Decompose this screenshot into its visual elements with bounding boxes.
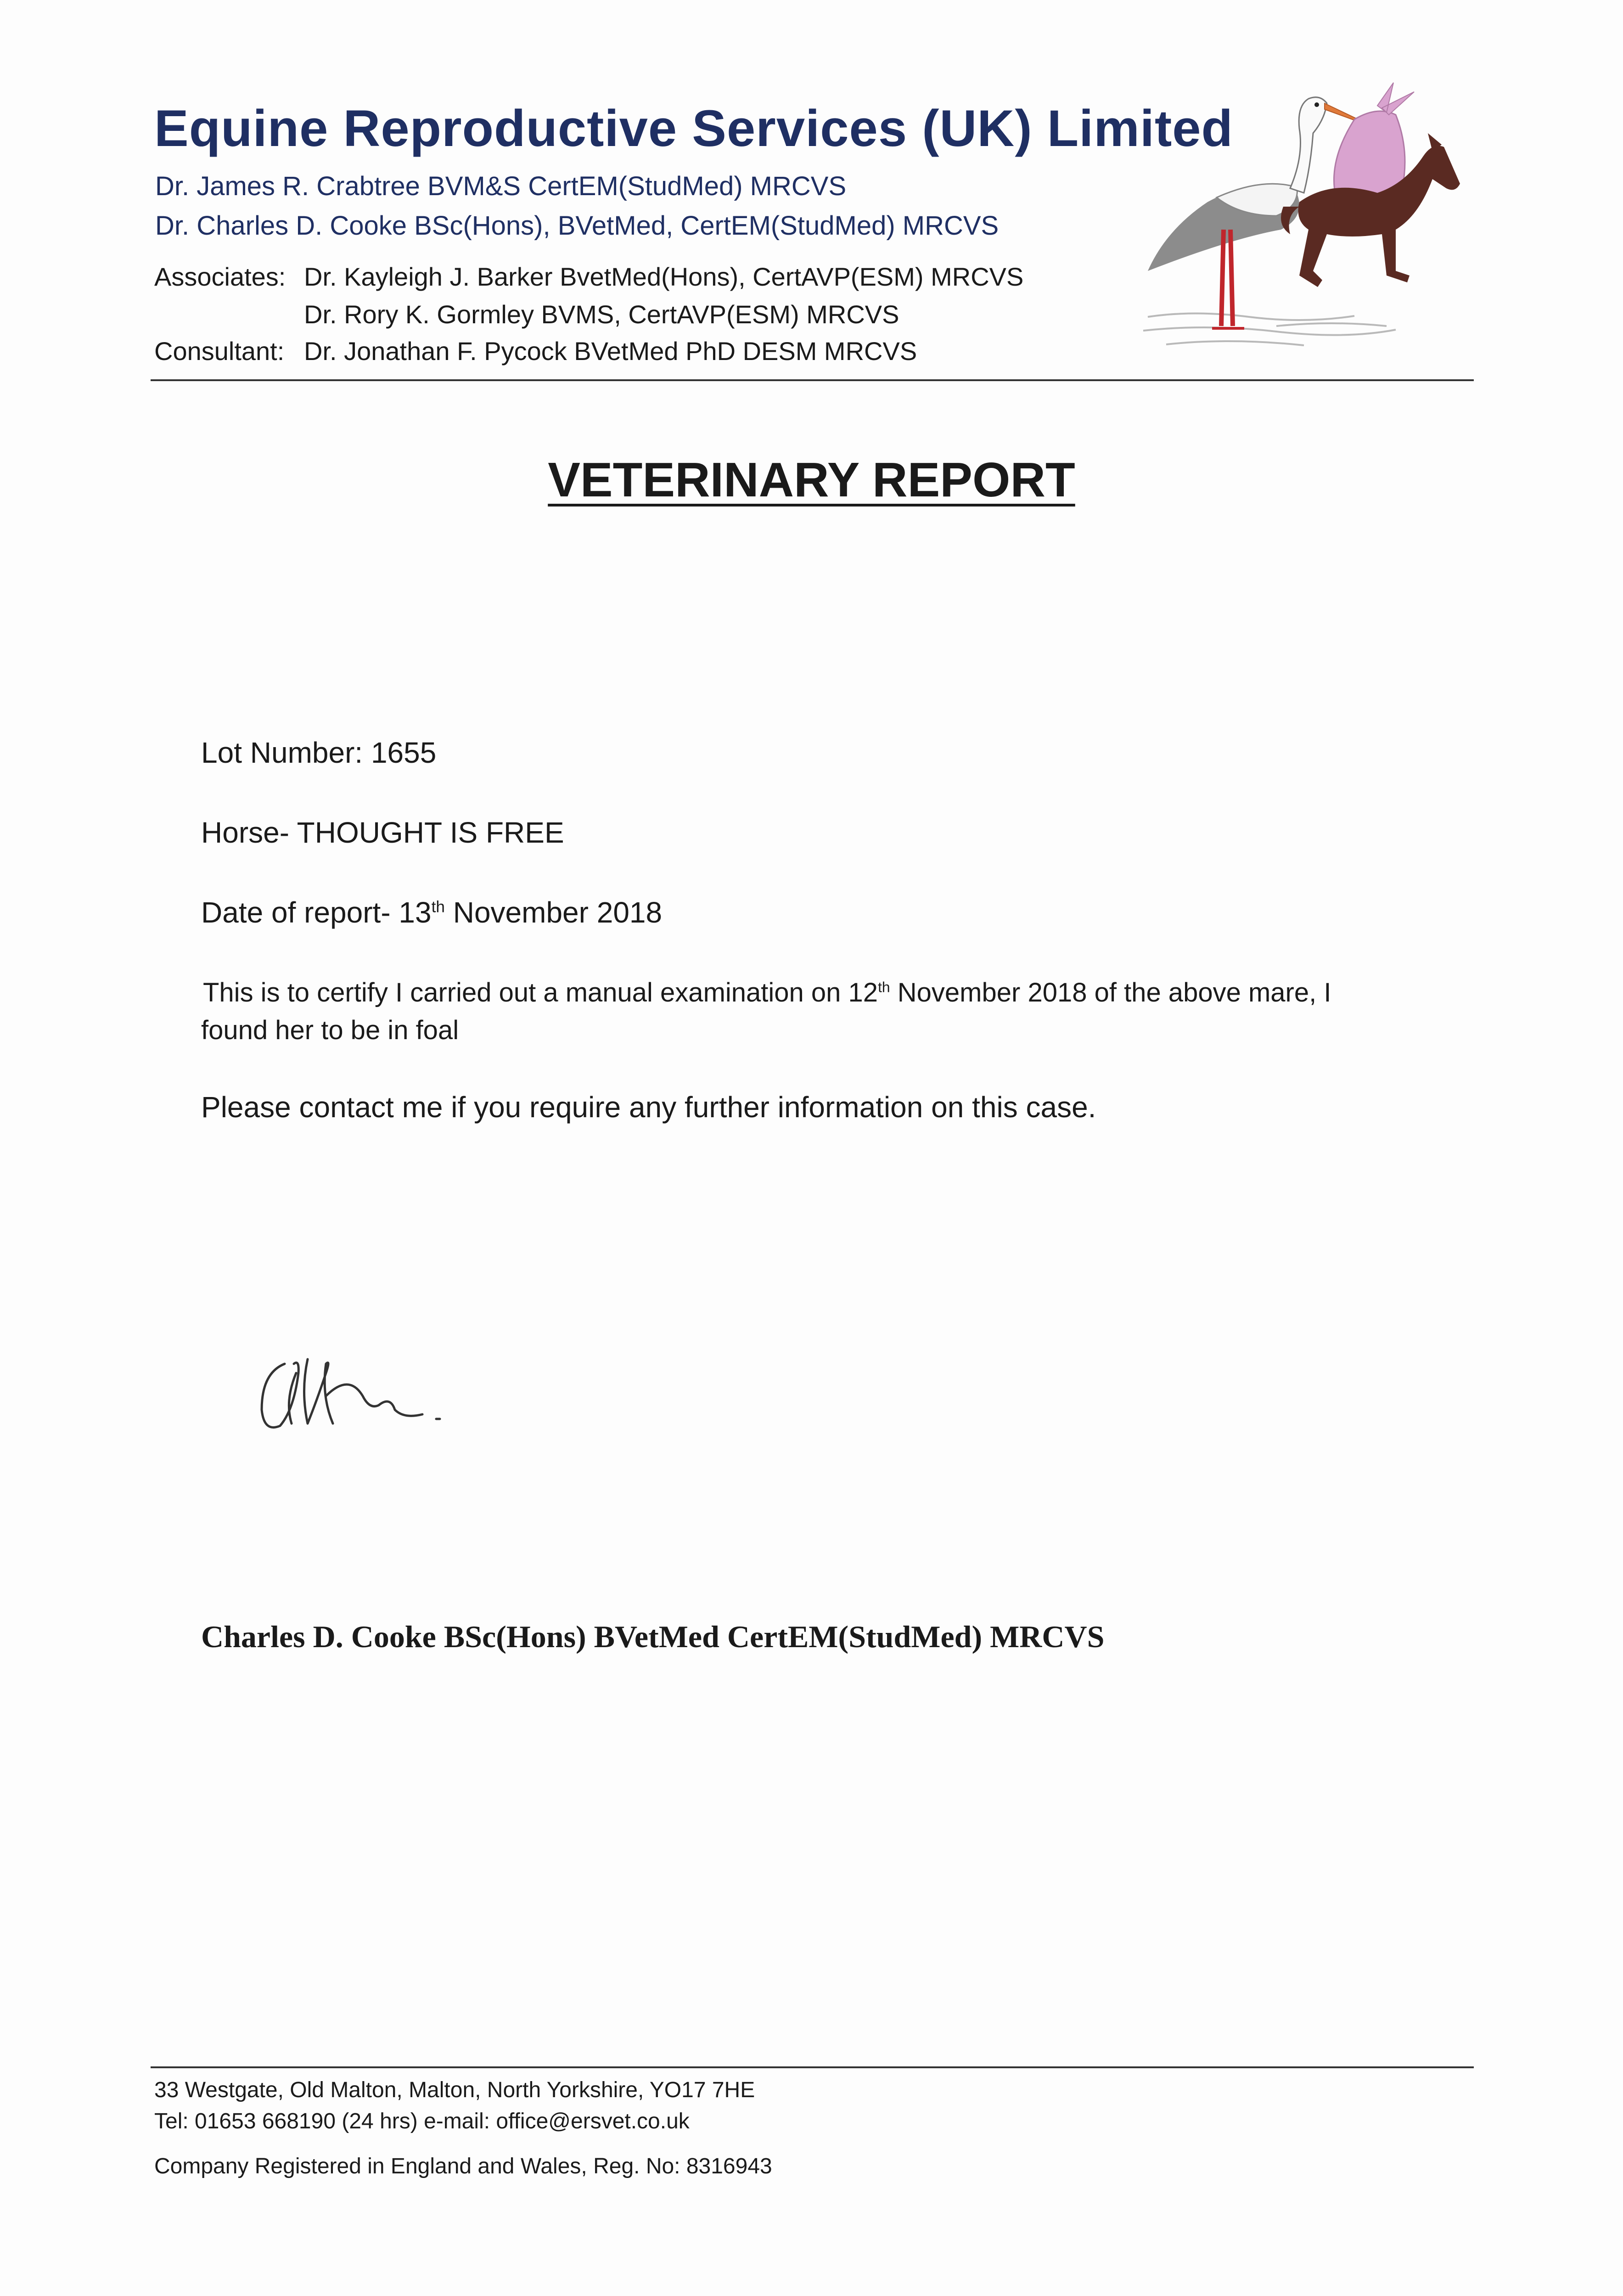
associates-label: Associates: xyxy=(154,262,286,291)
company-name: Equine Reproductive Services (UK) Limited xyxy=(154,100,1233,157)
horse-name: Horse- THOUGHT IS FREE xyxy=(201,816,564,849)
certification-line-2: found her to be in foal xyxy=(201,1015,459,1045)
principal-2: Dr. Charles D. Cooke BSc(Hons), BVetMed, CertEM(StudMed) MRCVS xyxy=(155,211,999,241)
date-suffix: th xyxy=(431,898,445,916)
principal-1: Dr. James R. Crabtree BVM&S CertEM(StudMed) MRCVS xyxy=(155,171,847,201)
certify-text-a: This is to certify I carried out a manual examination on 12 xyxy=(203,978,878,1007)
footer-registration: Company Registered in England and Wales, Reg. No: 8316943 xyxy=(154,2154,772,2178)
footer-address: 33 Westgate, Old Malton, Malton, North Yorkshire, YO17 7HE xyxy=(154,2078,755,2102)
footer-contact: Tel: 01653 668190 (24 hrs) e-mail: office@ersvet.co.uk xyxy=(154,2109,690,2133)
contact-line: Please contact me if you require any further information on this case. xyxy=(201,1091,1096,1124)
signatory-name: Charles D. Cooke BSc(Hons) BVetMed CertEM(StudMed) MRCVS xyxy=(201,1619,1105,1654)
certification-line-1 xyxy=(203,977,1331,1008)
footer-divider xyxy=(151,2066,1474,2068)
report-title: VETERINARY REPORT xyxy=(548,453,1075,507)
date-month-year: November 2018 xyxy=(444,896,663,929)
certify-suffix: th xyxy=(878,979,890,996)
consultant-label: Consultant: xyxy=(154,337,285,366)
associate-1: Dr. Kayleigh J. Barker BvetMed(Hons), CertAVP(ESM) MRCVS xyxy=(304,262,1024,291)
handwritten-signature xyxy=(257,1345,468,1446)
lot-number: Lot Number: 1655 xyxy=(201,736,437,769)
date-day: - 13 xyxy=(381,896,432,929)
associate-2: Dr. Rory K. Gormley BVMS, CertAVP(ESM) MRCVS xyxy=(304,300,899,329)
consultant-name: Dr. Jonathan F. Pycock BVetMed PhD DESM MRCVS xyxy=(304,337,917,366)
logo-water-icon xyxy=(1143,314,1396,346)
stork-carrying-foal-logo xyxy=(1139,78,1478,354)
date-label: Date of report xyxy=(201,896,381,929)
report-date xyxy=(201,895,662,929)
header-divider xyxy=(151,379,1474,381)
certify-text-b: November 2018 of the above mare, I xyxy=(890,978,1331,1007)
